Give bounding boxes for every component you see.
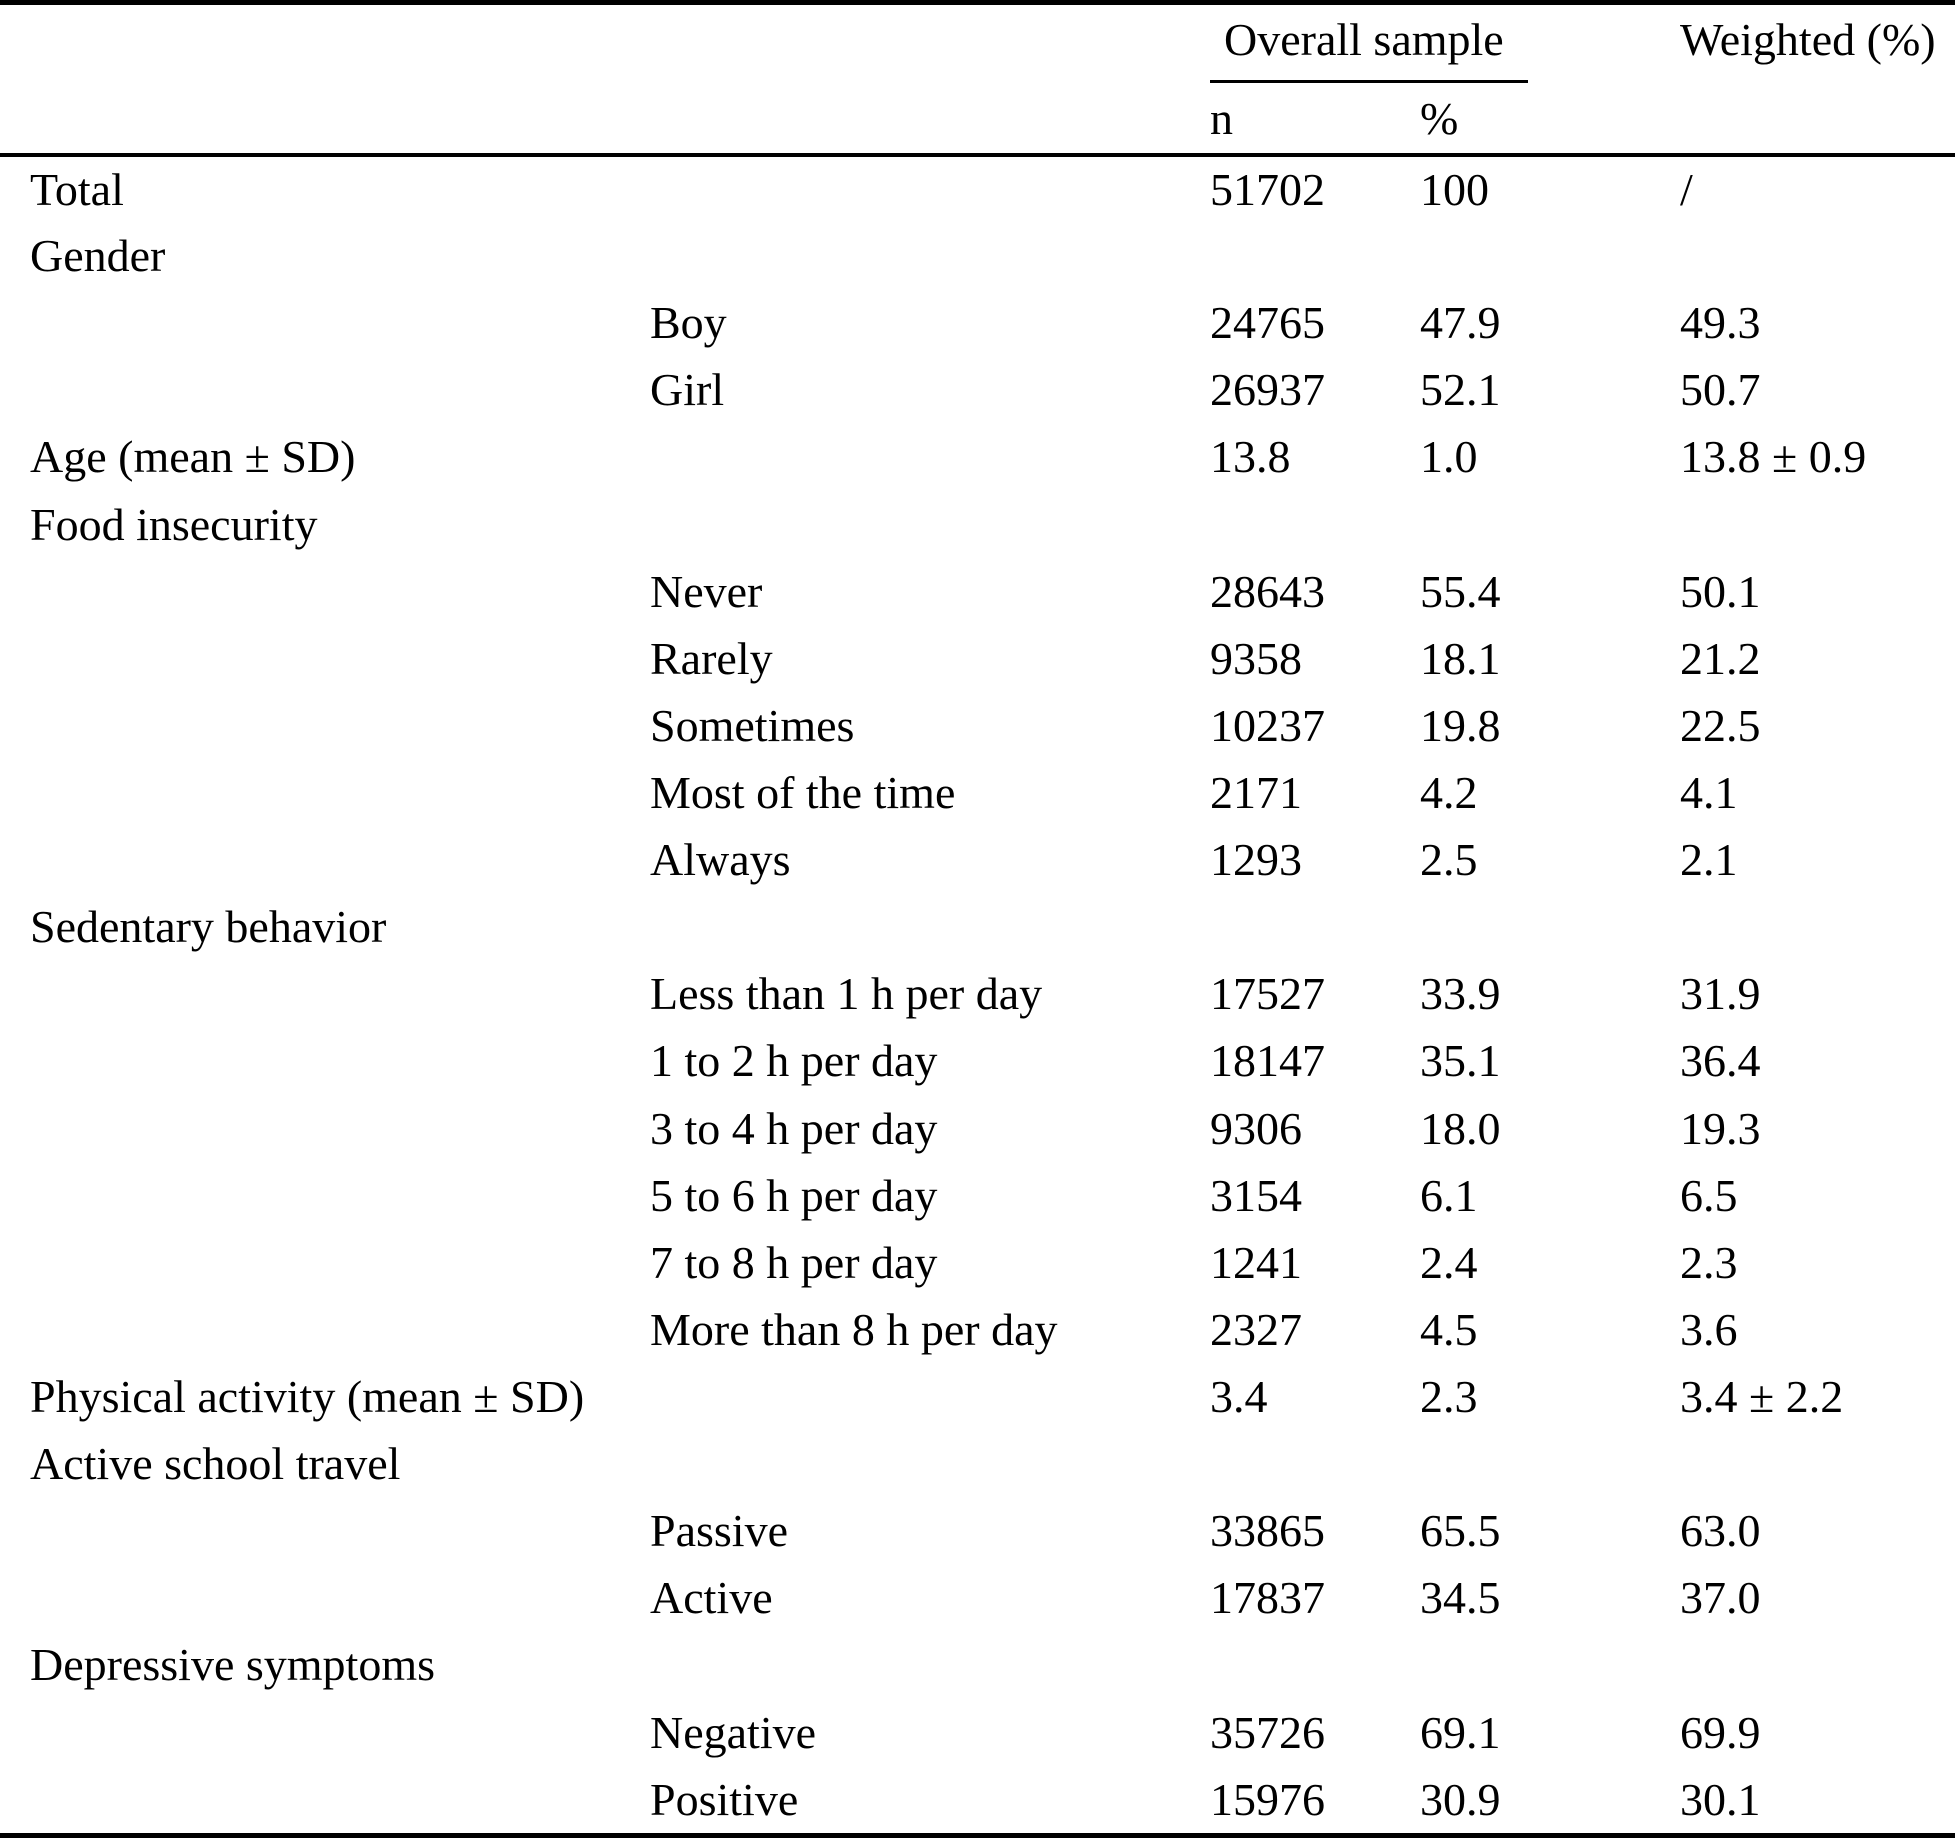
table-row (0, 558, 1955, 625)
cell-n-value: 1241 (1210, 1236, 1302, 1288)
table-row (0, 1229, 1955, 1296)
table-row (0, 222, 1955, 289)
cell-percent-value: 18.1 (1420, 632, 1501, 684)
cell-weighted-value: 49.3 (1680, 297, 1761, 349)
table-row (0, 893, 1955, 960)
table-row (0, 491, 1955, 558)
cell-weighted-value: 36.4 (1680, 1035, 1761, 1087)
cell-percent-value: 2.5 (1420, 834, 1478, 886)
row-subcategory-label (650, 222, 1210, 289)
row-subcategory-label: 5 to 6 h per day (650, 1169, 938, 1221)
cell-weighted-value: 37.0 (1680, 1572, 1761, 1624)
cell-percent-value: 2.3 (1420, 1371, 1478, 1423)
row-category-label (0, 1497, 650, 1564)
cell-percent-value: 69.1 (1420, 1706, 1501, 1758)
row-category-label (0, 960, 650, 1027)
cell-percent-value: 47.9 (1420, 297, 1501, 349)
cell-weighted-value (1680, 222, 1955, 289)
cell-weighted-value (1680, 491, 1955, 558)
row-category-label (0, 1027, 650, 1094)
cell-weighted-value: 4.1 (1680, 767, 1738, 819)
cell-percent-value (1420, 222, 1680, 289)
row-subcategory-label: 1 to 2 h per day (650, 1035, 938, 1087)
cell-n-value (1210, 491, 1420, 558)
cell-weighted-value: 3.4 ± 2.2 (1680, 1371, 1844, 1423)
row-category-label (0, 1229, 650, 1296)
cell-n-value: 26937 (1210, 364, 1325, 416)
table-row (0, 1296, 1955, 1363)
table-row (0, 1631, 1955, 1698)
table-row (0, 759, 1955, 826)
cell-n-value: 2327 (1210, 1303, 1302, 1355)
row-category-label (0, 692, 650, 759)
row-category-label: Sedentary behavior (30, 901, 387, 953)
cell-n-value (1210, 222, 1420, 289)
cell-percent-value: 35.1 (1420, 1035, 1501, 1087)
overall-sample-label: Overall sample (1210, 5, 1528, 83)
sample-characteristics-table (0, 5, 1955, 1833)
cell-n-value: 9306 (1210, 1102, 1302, 1154)
cell-n-value: 9358 (1210, 632, 1302, 684)
cell-n-value: 10237 (1210, 699, 1325, 751)
percent-column-header: % (1420, 83, 1680, 155)
cell-n-value (1210, 893, 1420, 960)
row-subcategory-label (650, 423, 1210, 490)
weighted-label: Weighted (%) (1680, 14, 1936, 65)
header-group-row (0, 5, 1955, 83)
row-subcategory-label: Boy (650, 297, 727, 349)
cell-n-value (1210, 1430, 1420, 1497)
cell-percent-value (1420, 893, 1680, 960)
row-category-label: Depressive symptoms (30, 1639, 436, 1691)
row-category-label (0, 1699, 650, 1766)
cell-percent-value: 18.0 (1420, 1102, 1501, 1154)
cell-weighted-value (1680, 1430, 1955, 1497)
row-subcategory-label: 3 to 4 h per day (650, 1102, 938, 1154)
cell-weighted-value: 50.1 (1680, 565, 1761, 617)
row-category-label: Physical activity (mean ± SD) (30, 1371, 585, 1423)
cell-percent-value (1420, 1631, 1680, 1698)
table-row (0, 1430, 1955, 1497)
row-subcategory-label: Passive (650, 1505, 788, 1557)
cell-percent-value: 4.2 (1420, 767, 1478, 819)
table-row (0, 1497, 1955, 1564)
row-subcategory-label: Positive (650, 1773, 799, 1825)
cell-percent-value: 2.4 (1420, 1236, 1478, 1288)
cell-percent-value (1420, 1430, 1680, 1497)
cell-weighted-value: 21.2 (1680, 632, 1761, 684)
cell-n-value: 28643 (1210, 565, 1325, 617)
row-category-label (0, 1564, 650, 1631)
cell-n-value: 15976 (1210, 1773, 1325, 1825)
cell-weighted-value: 69.9 (1680, 1706, 1761, 1758)
row-category-label: Age (mean ± SD) (30, 431, 356, 483)
row-category-label (0, 1095, 650, 1162)
cell-percent-value: 55.4 (1420, 565, 1501, 617)
cell-weighted-value: 2.1 (1680, 834, 1738, 886)
row-category-label: Total (30, 164, 124, 216)
cell-n-value: 17527 (1210, 968, 1325, 1020)
row-subcategory-label: Active (650, 1572, 773, 1624)
row-category-label (0, 289, 650, 356)
cell-n-value: 33865 (1210, 1505, 1325, 1557)
table-row (0, 625, 1955, 692)
row-category-label (0, 558, 650, 625)
table-row (0, 826, 1955, 893)
row-subcategory-label (650, 491, 1210, 558)
cell-n-value: 35726 (1210, 1706, 1325, 1758)
cell-weighted-value: 30.1 (1680, 1773, 1761, 1825)
row-category-label (0, 826, 650, 893)
table-row (0, 1095, 1955, 1162)
cell-n-value: 18147 (1210, 1035, 1325, 1087)
row-subcategory-label: Never (650, 565, 763, 617)
n-column-header: n (1210, 83, 1420, 155)
cell-weighted-value: 6.5 (1680, 1169, 1738, 1221)
overall-sample-group-header (1210, 5, 1680, 83)
row-category-label (0, 1766, 650, 1833)
cell-percent-value: 65.5 (1420, 1505, 1501, 1557)
table-body (0, 155, 1955, 1833)
cell-percent-value: 6.1 (1420, 1169, 1478, 1221)
cell-n-value: 51702 (1210, 164, 1325, 216)
row-subcategory-label (650, 893, 1210, 960)
cell-weighted-value: 22.5 (1680, 699, 1761, 751)
table-row (0, 1162, 1955, 1229)
cell-n-value: 13.8 (1210, 431, 1291, 483)
row-category-label (0, 1296, 650, 1363)
row-category-label (0, 759, 650, 826)
cell-n-value (1210, 1631, 1420, 1698)
header-empty-sub2 (650, 83, 1210, 155)
row-category-label: Gender (30, 230, 166, 282)
cell-n-value: 17837 (1210, 1572, 1325, 1624)
row-subcategory-label (650, 1631, 1210, 1698)
table-header (0, 5, 1955, 155)
row-category-label: Food insecurity (30, 498, 318, 550)
table-row (0, 155, 1955, 222)
row-subcategory-label (650, 1430, 1210, 1497)
table-row (0, 1699, 1955, 1766)
cell-n-value: 2171 (1210, 767, 1302, 819)
table-row (0, 1564, 1955, 1631)
row-category-label (0, 625, 650, 692)
cell-percent-value: 4.5 (1420, 1303, 1478, 1355)
cell-n-value: 3154 (1210, 1169, 1302, 1221)
cell-percent-value: 52.1 (1420, 364, 1501, 416)
cell-weighted-value: 31.9 (1680, 968, 1761, 1020)
cell-weighted-value: 19.3 (1680, 1102, 1761, 1154)
header-empty-label (0, 5, 650, 83)
cell-percent-value: 100 (1420, 164, 1489, 216)
cell-weighted-value: 13.8 ± 0.9 (1680, 431, 1867, 483)
row-subcategory-label (650, 1363, 1210, 1430)
cell-weighted-value: 50.7 (1680, 364, 1761, 416)
row-subcategory-label: 7 to 8 h per day (650, 1236, 938, 1288)
cell-percent-value: 1.0 (1420, 431, 1478, 483)
cell-n-value: 24765 (1210, 297, 1325, 349)
cell-weighted-value (1680, 1631, 1955, 1698)
cell-weighted-value (1680, 893, 1955, 960)
header-empty-sub (650, 5, 1210, 83)
row-category-label: Active school travel (30, 1438, 401, 1490)
row-category-label (0, 1162, 650, 1229)
cell-weighted-value: 63.0 (1680, 1505, 1761, 1557)
row-subcategory-label: Rarely (650, 632, 773, 684)
cell-weighted-value: 2.3 (1680, 1236, 1738, 1288)
table-row (0, 356, 1955, 423)
cell-n-value: 3.4 (1210, 1371, 1268, 1423)
table-row (0, 1027, 1955, 1094)
cell-percent-value: 34.5 (1420, 1572, 1501, 1624)
table-row (0, 1766, 1955, 1833)
table-row (0, 692, 1955, 759)
cell-percent-value: 33.9 (1420, 968, 1501, 1020)
weighted-column-header (1680, 5, 1955, 83)
cell-n-value: 1293 (1210, 834, 1302, 886)
table-row (0, 960, 1955, 1027)
cell-percent-value: 19.8 (1420, 699, 1501, 751)
cell-weighted-value: / (1680, 164, 1693, 216)
table-row (0, 1363, 1955, 1430)
header-empty-label2 (0, 83, 650, 155)
row-subcategory-label (650, 155, 1210, 222)
cell-weighted-value: 3.6 (1680, 1303, 1738, 1355)
header-subcolumns-row (0, 83, 1955, 155)
row-subcategory-label: Less than 1 h per day (650, 968, 1043, 1020)
row-subcategory-label: Always (650, 834, 791, 886)
header-empty-weighted2 (1680, 83, 1955, 155)
table-row (0, 289, 1955, 356)
cell-percent-value (1420, 491, 1680, 558)
row-subcategory-label: Negative (650, 1706, 817, 1758)
row-subcategory-label: Sometimes (650, 699, 855, 751)
row-subcategory-label: Most of the time (650, 767, 956, 819)
table-row (0, 423, 1955, 490)
row-category-label (0, 356, 650, 423)
row-subcategory-label: More than 8 h per day (650, 1303, 1058, 1355)
row-subcategory-label: Girl (650, 364, 725, 416)
cell-percent-value: 30.9 (1420, 1773, 1501, 1825)
